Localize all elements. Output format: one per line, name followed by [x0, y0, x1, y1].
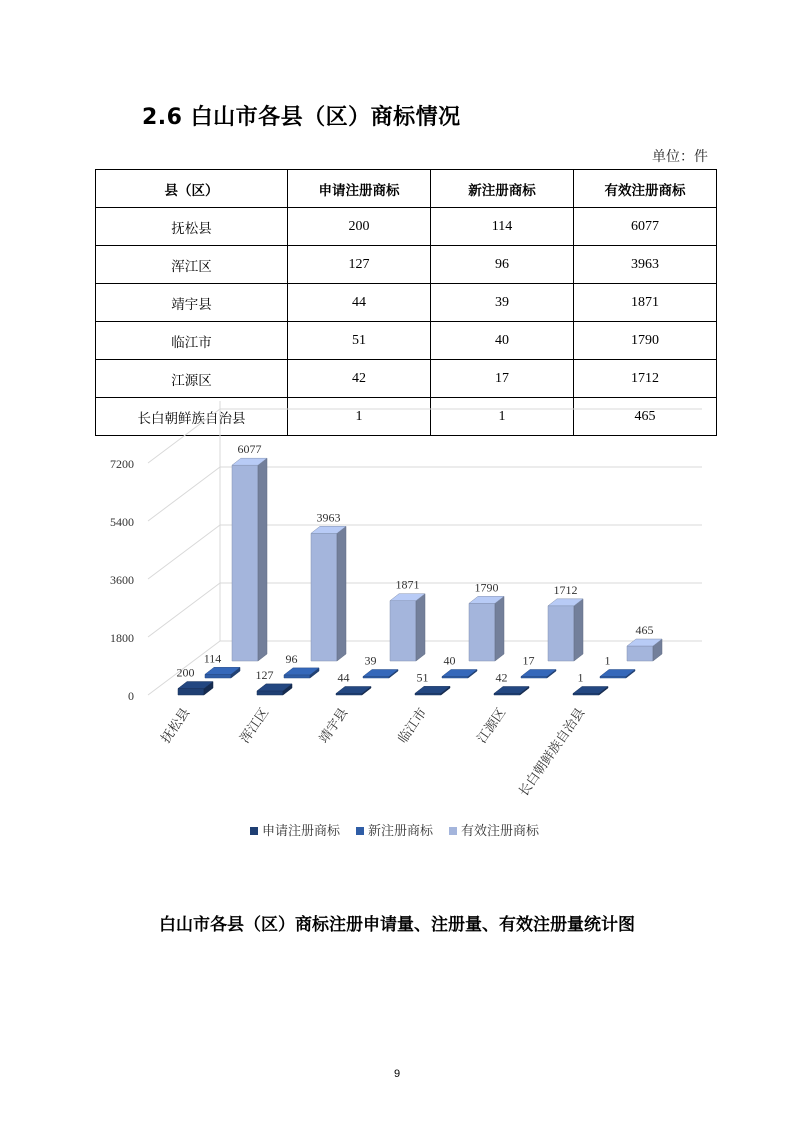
- y-tick-label: 0: [128, 689, 134, 703]
- bar-chart: [0, 442, 794, 860]
- cell-applied: 1: [288, 398, 431, 436]
- bar: [390, 594, 425, 661]
- bar: [415, 686, 450, 695]
- bar: [284, 668, 319, 678]
- bar-top: [442, 670, 477, 677]
- bar-front: [627, 646, 653, 661]
- data-label: 3963: [316, 510, 341, 525]
- x-tick-label: 临江市: [395, 705, 431, 747]
- table-header-row: [96, 170, 717, 208]
- cell-applied: 42: [288, 360, 431, 398]
- section-title: 2.6 白山市各县（区）商标情况: [142, 105, 461, 130]
- bar: [363, 670, 398, 679]
- trademark-table: [95, 169, 717, 436]
- y-tick-label: 1800: [110, 631, 134, 645]
- cell-valid: 465: [574, 398, 717, 436]
- table-row: [96, 284, 717, 322]
- legend-swatch: [356, 827, 364, 835]
- header-applied: 申请注册商标: [288, 170, 431, 208]
- bar-top: [600, 670, 635, 677]
- cell-valid: 1790: [574, 322, 717, 360]
- cell-region: 临江市: [96, 322, 288, 360]
- y-tick-label: 3600: [110, 573, 134, 587]
- bar-front: [311, 533, 337, 661]
- cell-applied: 51: [288, 322, 431, 360]
- cell-new: 1: [431, 398, 574, 436]
- data-label: 44: [337, 670, 350, 685]
- legend-label: 有效注册商标: [461, 824, 540, 839]
- cell-region: 江源区: [96, 360, 288, 398]
- bar: [257, 684, 292, 695]
- bar-front: [284, 675, 310, 678]
- gridline: [148, 467, 702, 521]
- data-label: 17: [522, 653, 535, 668]
- chart-caption: 白山市各县（区）商标注册申请量、注册量、有效注册量统计图: [159, 915, 635, 935]
- bar-front: [257, 691, 283, 695]
- y-tick-label: 5400: [110, 515, 134, 529]
- bar-front: [232, 465, 258, 661]
- header-new: 新注册商标: [431, 170, 574, 208]
- bar: [600, 670, 635, 679]
- bar-front: [469, 603, 495, 661]
- bar: [469, 596, 504, 661]
- bar-top: [336, 687, 371, 694]
- data-label: 6077: [237, 442, 262, 457]
- bar: [494, 687, 529, 696]
- cell-region: 浑江区: [96, 246, 288, 284]
- bar: [205, 667, 240, 678]
- data-label: 42: [495, 670, 508, 685]
- data-label: 39: [364, 653, 377, 668]
- data-label: 1712: [553, 582, 578, 597]
- bar: [442, 670, 477, 679]
- legend-label: 申请注册商标: [262, 824, 341, 839]
- legend-swatch: [449, 827, 457, 835]
- data-label: 1: [604, 653, 611, 668]
- bar-front: [178, 689, 204, 695]
- cell-valid: 1871: [574, 284, 717, 322]
- table-row: [96, 398, 717, 436]
- bar: [521, 670, 556, 679]
- bar-front: [205, 674, 231, 678]
- data-label: 200: [176, 665, 195, 680]
- bar-top: [363, 670, 398, 677]
- bar: [573, 687, 608, 696]
- header-valid: 有效注册商标: [574, 170, 717, 208]
- data-label: 127: [255, 667, 274, 682]
- cell-applied: 127: [288, 246, 431, 284]
- gridline: [148, 525, 702, 579]
- legend-label: 新注册商标: [368, 824, 434, 839]
- x-tick-label: 靖宇县: [316, 705, 352, 747]
- cell-valid: 6077: [574, 208, 717, 246]
- data-label: 465: [635, 623, 654, 638]
- page-number: 9: [393, 1068, 401, 1080]
- cell-region: 抚松县: [96, 208, 288, 246]
- table-row: [96, 246, 717, 284]
- bar-side: [416, 594, 425, 661]
- bar-top: [573, 687, 608, 694]
- data-label: 1871: [395, 577, 420, 592]
- data-label: 1: [577, 670, 584, 685]
- bar-side: [495, 596, 504, 661]
- cell-applied: 200: [288, 208, 431, 246]
- bar: [336, 687, 371, 696]
- cell-new: 96: [431, 246, 574, 284]
- data-label: 1790: [474, 580, 499, 595]
- y-tick-label: 7200: [110, 457, 134, 471]
- legend-swatch: [250, 827, 258, 835]
- bar-top: [494, 687, 529, 694]
- cell-new: 40: [431, 322, 574, 360]
- cell-applied: 44: [288, 284, 431, 322]
- bar: [548, 599, 583, 661]
- table-row: [96, 208, 717, 246]
- cell-region: 靖宇县: [96, 284, 288, 322]
- bar-side: [337, 526, 346, 661]
- cell-new: 17: [431, 360, 574, 398]
- cell-valid: 1712: [574, 360, 717, 398]
- x-tick-label: 抚松县: [158, 705, 194, 747]
- cell-region: 长白朝鲜族自治县: [96, 398, 288, 436]
- x-tick-label: 江源区: [474, 705, 510, 747]
- data-label: 114: [203, 651, 222, 666]
- cell-new: 39: [431, 284, 574, 322]
- bar-top: [521, 670, 556, 677]
- cell-new: 114: [431, 208, 574, 246]
- bar: [232, 458, 267, 661]
- bar-front: [548, 606, 574, 661]
- data-label: 96: [285, 651, 298, 666]
- x-tick-label: 长白朝鲜族自治县: [516, 705, 589, 800]
- unit-label: 单位：件: [652, 149, 708, 165]
- cell-valid: 3963: [574, 246, 717, 284]
- table-row: [96, 360, 717, 398]
- bar: [627, 639, 662, 661]
- bar-side: [258, 458, 267, 661]
- x-tick-label: 浑江区: [237, 705, 273, 747]
- bar: [178, 682, 213, 695]
- bar-front: [390, 601, 416, 661]
- bar-side: [574, 599, 583, 661]
- table-row: [96, 322, 717, 360]
- bar: [311, 526, 346, 661]
- data-label: 51: [416, 670, 429, 685]
- data-label: 40: [443, 653, 456, 668]
- header-region: 县（区）: [96, 170, 288, 208]
